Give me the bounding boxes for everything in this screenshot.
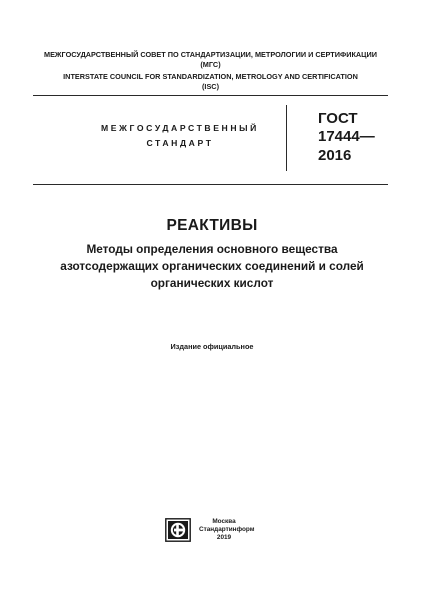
standard-type-line2: СТАНДАРТ xyxy=(146,138,214,148)
standard-divider xyxy=(33,184,388,185)
council-abbr-en: (ISC) xyxy=(201,82,220,91)
edition-label: Издание официальное xyxy=(170,342,254,351)
publication-year: 2019 xyxy=(216,534,232,541)
council-name-ru: МЕЖГОСУДАРСТВЕННЫЙ СОВЕТ ПО СТАНДАРТИЗАЦИИ, МЕТРОЛОГИИ И СЕРТИФИКАЦИИ xyxy=(43,50,377,59)
standard-type-line1: МЕЖГОСУДАРСТВЕННЫЙ xyxy=(101,123,259,133)
publisher-city: Москва xyxy=(212,518,236,525)
publisher-name: Стандартинформ xyxy=(199,526,255,533)
council-abbr-ru: (МГС) xyxy=(200,60,221,69)
council-name-en: INTERSTATE COUNCIL FOR STANDARDIZATION, METROLOGY AND CERTIFICATION xyxy=(63,72,358,81)
standartinform-logo-icon xyxy=(165,518,191,542)
standard-vertical-divider xyxy=(286,105,287,171)
document-title: РЕАКТИВЫ xyxy=(166,217,258,234)
gost-code-prefix: ГОСТ xyxy=(318,110,358,127)
header-divider xyxy=(33,95,388,96)
document-subtitle-line2: азотсодержащих органических соединений и солей xyxy=(60,259,364,273)
document-subtitle-line1: Методы определения основного вещества xyxy=(86,242,338,256)
gost-code-number: 17444— xyxy=(318,128,375,145)
document-subtitle-line3: органических кислот xyxy=(150,276,274,290)
gost-code-year: 2016 xyxy=(318,147,352,164)
